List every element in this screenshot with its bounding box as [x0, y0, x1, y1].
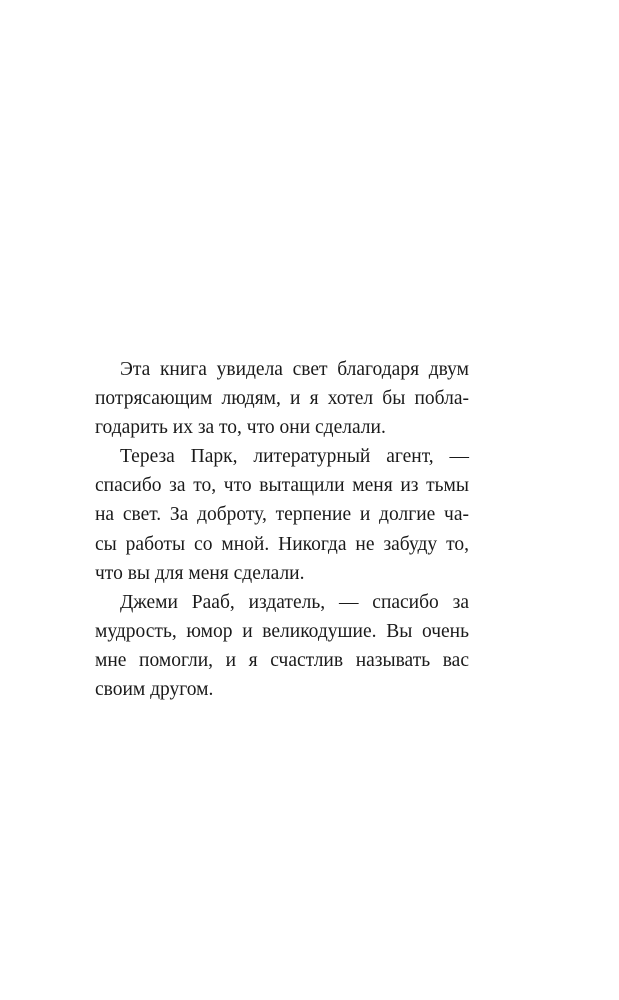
text-line: спасибо за то, что вытащили меня из тьмы	[95, 475, 469, 497]
text-line: Тереза Парк, литературный агент, —	[120, 446, 469, 468]
paragraph-2	[95, 442, 469, 587]
paragraph-3	[95, 588, 469, 704]
text-line: Эта книга увидела свет благодаря двум	[120, 359, 469, 380]
text-line: на свет. За доброту, терпение и долгие ча-	[95, 504, 469, 526]
text-line: Джеми Рааб, издатель, — спасибо за	[120, 591, 469, 613]
text-line: потрясающим людям, и я хотел бы побла-	[95, 388, 469, 410]
text-line: что вы для меня сделали.	[95, 562, 305, 584]
text-line: своим другом.	[95, 679, 214, 701]
text-line: годарить их за то, что они сделали.	[95, 417, 386, 439]
text-line: мне помогли, и я счастлив называть вас	[95, 649, 469, 671]
text-line: сы работы со мной. Никогда не забуду то,	[95, 533, 469, 555]
paragraph-1	[95, 355, 469, 442]
text-line: мудрость, юмор и великодушие. Вы очень	[95, 620, 469, 642]
acknowledgements-text	[95, 355, 469, 704]
